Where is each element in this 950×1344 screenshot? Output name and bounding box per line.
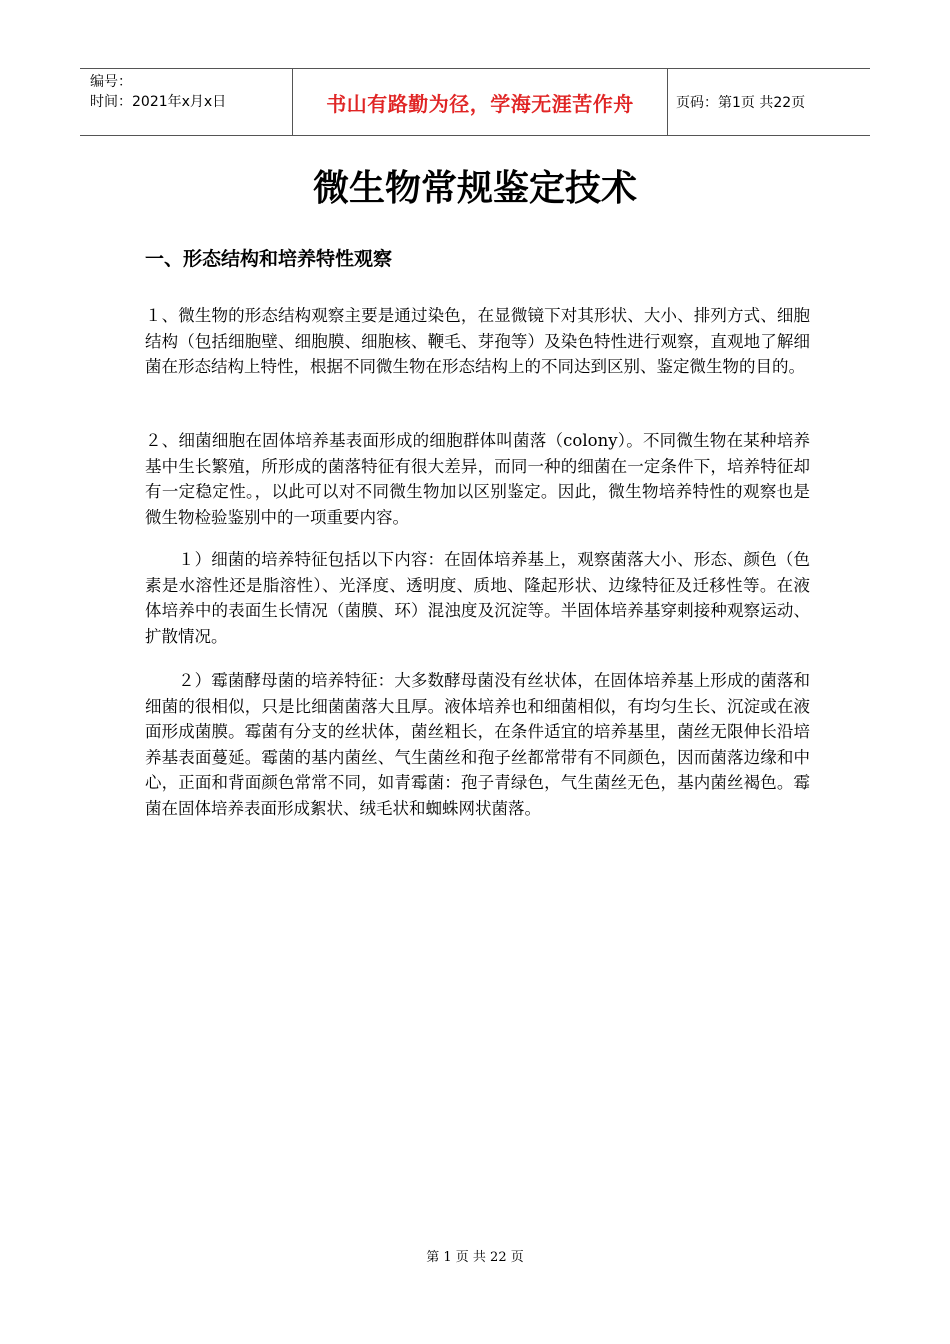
paragraph-2: ２、细菌细胞在固体培养基表面形成的细胞群体叫菌落（colony）。不同微生物在某种培养基中生长繁殖，所形成的菌落特征有很大差异，而同一种的细菌在一定条件下，培养特征却有一定稳定性。，以此可以对不同微生物加以区别鉴定。因此，微生物培养特性的观察也是微生物检验鉴别中的一项重要内容。: [145, 431, 810, 527]
paragraph-4: ２）霉菌酵母菌的培养特征：大多数酵母菌没有丝状体，在固体培养基上形成的菌落和细菌的很相似，只是比细菌菌落大且厚。液体培养也和细菌相似，有均匀生长、沉淀或在液面形成菌膜。霉菌有分支的丝状体，菌丝粗长，在条件适宜的培养基里，菌丝无限伸长沿培养基表面蔓延。霉菌的基内菌丝、气生菌丝和孢子丝都常带有不同颜色，因而菌落边缘和中心，正面和背面颜色常常不同，如青霉菌：孢子青绿色，气生菌丝无色，基内菌丝褐色。霉菌在固体培养表面形成絮状、绒毛状和蜘蛛网状菌落。: [145, 671, 810, 818]
header-motto: 书山有路勤为径，学海无涯苦作舟: [292, 69, 668, 135]
page-footer: 第 1 页 共 22 页: [426, 1250, 524, 1265]
header-page-info: 页码：第1页 共22页: [676, 95, 806, 111]
paragraph-1: １、微生物的形态结构观察主要是通过染色，在显微镜下对其形状、大小、排列方式、细胞结构（包括细胞壁、细胞膜、细胞核、鞭毛、芽孢等）及染色特性进行观察，直观地了解细菌在形态结构上特性，根据不同微生物在形态结构上的不同达到区别、鉴定微生物的目的。: [145, 306, 810, 376]
section-heading: 一、形态结构和培养特性观察: [145, 248, 393, 270]
paragraph-3: １）细菌的培养特征包括以下内容：在固体培养基上，观察菌落大小、形态、颜色（色素是水溶性还是脂溶性）、光泽度、透明度、质地、隆起形状、边缘特征及迁移性等。在液体培养中的表面生长情况（菌膜、环）混浊度及沉淀等。半固体培养基穿刺接种观察运动、扩散情况。: [145, 550, 810, 646]
number-label: 编号：: [90, 74, 132, 90]
document-title: 微生物常规鉴定技术: [312, 168, 637, 209]
time-label: 时间：2021年x月x日: [90, 94, 227, 110]
header-meta: [80, 69, 292, 135]
document-header: [80, 68, 870, 136]
